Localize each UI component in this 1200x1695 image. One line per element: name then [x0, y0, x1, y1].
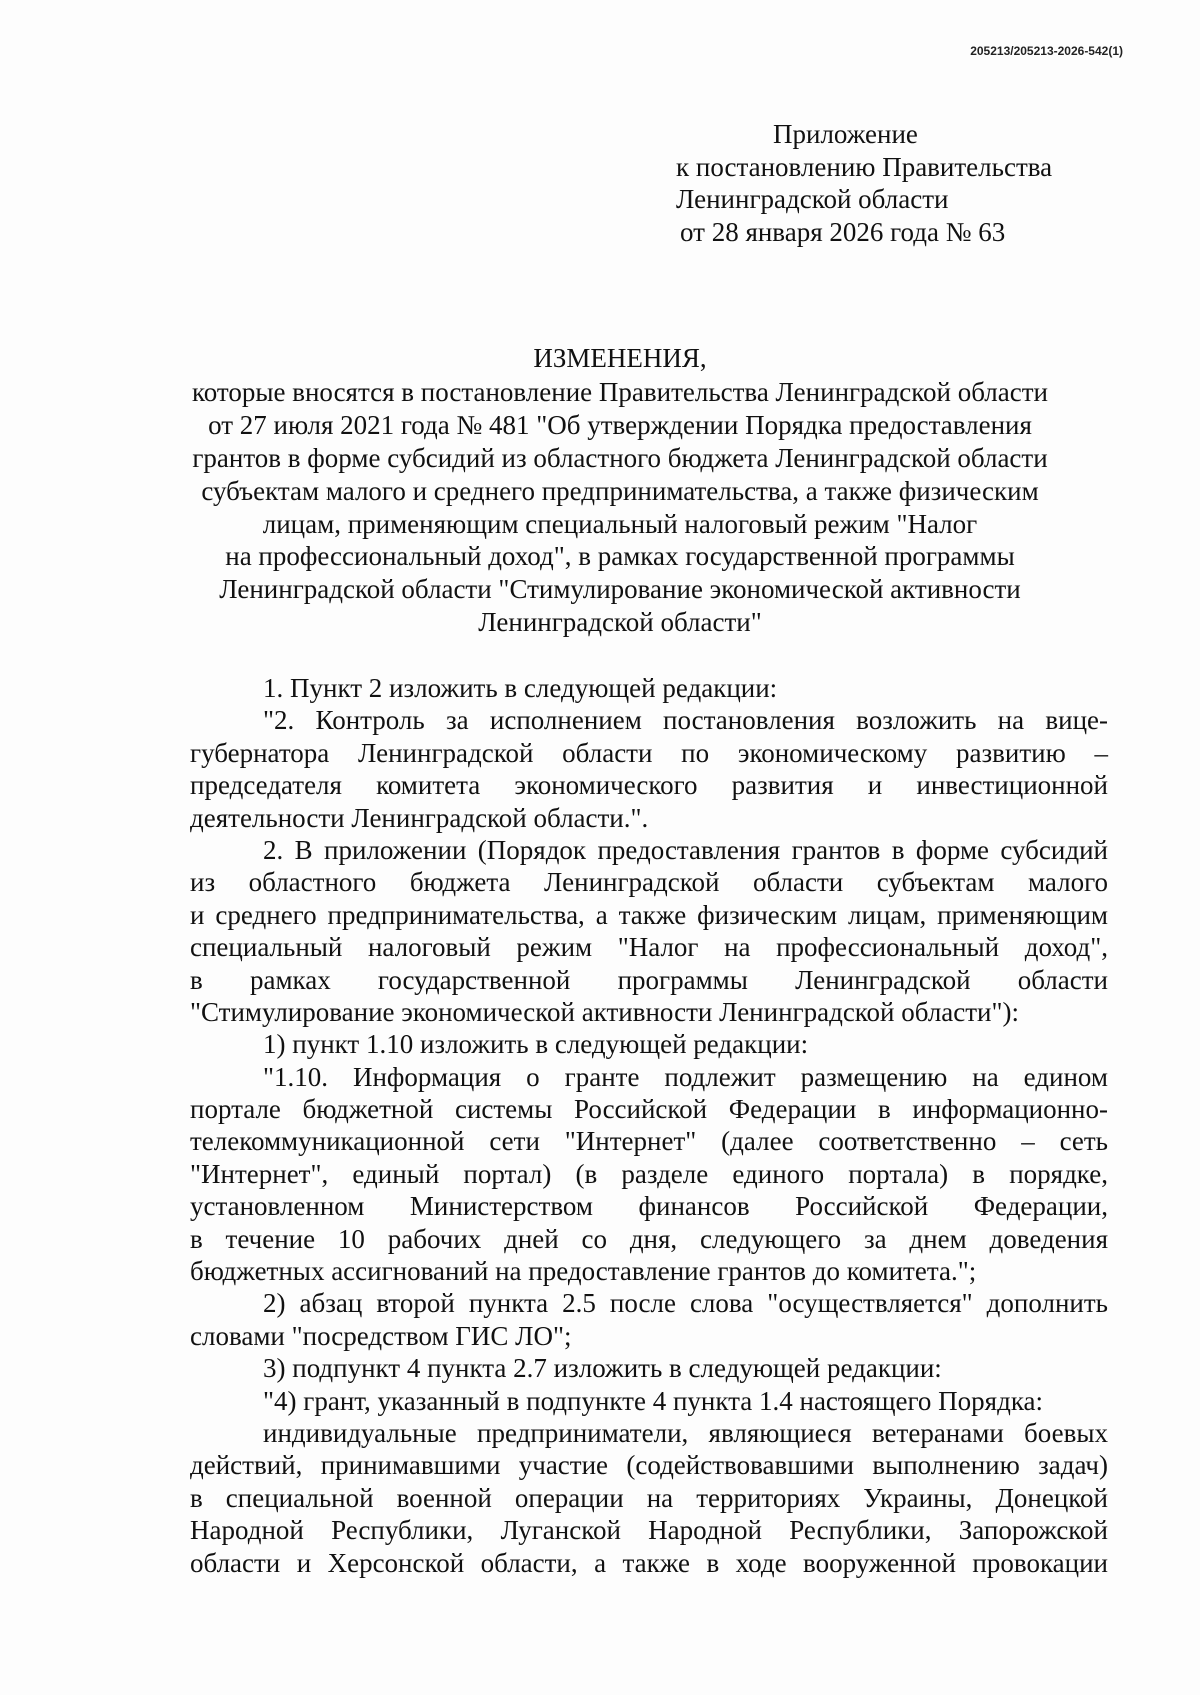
title-line: Ленинградской области"	[478, 607, 762, 638]
body-line: бюджетных ассигнований на предоставление грантов до комитета.";	[190, 1256, 977, 1287]
body-line: председателя комитета экономического развития и инвестиционной	[190, 770, 1108, 801]
body-line: телекоммуникационной сети "Интернет" (далее соответственно – сеть	[190, 1126, 1108, 1157]
body-line: в рамках государственной программы Ленинградской области	[190, 964, 1108, 995]
body-line: в течение 10 рабочих дней со дня, следующего за днем доведения	[190, 1223, 1108, 1254]
body-line: 2) абзац второй пункта 2.5 после слова "осуществляется" дополнить	[263, 1288, 1108, 1319]
body-line: "Стимулирование экономической активности Ленинградской области"):	[190, 996, 1020, 1027]
body-line: в специальной военной операции на территориях Украины, Донецкой	[190, 1482, 1108, 1513]
body-line: 3) подпункт 4 пункта 2.7 изложить в следующей редакции:	[263, 1353, 942, 1384]
body-line: из областного бюджета Ленинградской области субъектам малого	[190, 867, 1108, 898]
body-line: "2. Контроль за исполнением постановления возложить на вице-	[263, 705, 1108, 736]
title-line: Ленинградской области "Стимулирование экономической активности	[219, 574, 1021, 605]
body-line: портале бюджетной системы Российской Федерации в информационно-	[190, 1094, 1108, 1125]
appendix-line: от 28 января 2026 года № 63	[680, 216, 1006, 247]
appendix-line: к постановлению Правительства	[676, 151, 1053, 182]
body-line: губернатора Ленинградской области по экономическому развитию –	[190, 737, 1108, 768]
body-line: "4) грант, указанный в подпункте 4 пункта 1.4 настоящего Порядка:	[263, 1385, 1044, 1416]
body-line: деятельности Ленинградской области.".	[190, 802, 649, 833]
body-line: 1. Пункт 2 изложить в следующей редакции:	[263, 673, 778, 703]
appendix-block	[676, 118, 1052, 248]
body-line: установленном Министерством финансов Российской Федерации,	[190, 1191, 1108, 1222]
body-line: "Интернет", единый портал) (в разделе единого портала) в порядке,	[190, 1158, 1108, 1189]
body-line: области и Херсонской области, а также в ходе вооруженной провокации	[190, 1547, 1108, 1578]
title-line: грантов в форме субсидий из областного бюджета Ленинградской области	[192, 442, 1048, 473]
body-line: 1) пункт 1.10 изложить в следующей редакции:	[263, 1029, 809, 1060]
title-heading: ИЗМЕНЕНИЯ,	[533, 343, 707, 373]
body-line: специальный налоговый режим "Налог на профессиональный доход",	[190, 932, 1108, 963]
title-line: на профессиональный доход", в рамках государственной программы	[225, 541, 1015, 572]
title-line: лицам, применяющим специальный налоговый режим "Налог	[262, 508, 978, 539]
title-line: которые вносятся в постановление Правительства Ленинградской области	[191, 376, 1048, 407]
body-line: и среднего предпринимательства, а также физическим лицам, применяющим	[190, 899, 1108, 930]
body-line: Народной Республики, Луганской Народной Республики, Запорожской	[190, 1515, 1108, 1546]
title-line: от 27 июля 2021 года № 481 "Об утверждении Порядка предоставления	[208, 409, 1032, 440]
body-line: действий, принимавшими участие (содействовавшими выполнению задач)	[190, 1450, 1108, 1481]
title-line: субъектам малого и среднего предпринимательства, а также физическим	[201, 475, 1039, 506]
document-body	[190, 672, 1108, 1579]
body-line: 2. В приложении (Порядок предоставления грантов в форме субсидий	[263, 834, 1108, 865]
body-line: индивидуальные предприниматели, являющиеся ветеранами боевых	[263, 1417, 1108, 1448]
document-number: 205213/205213-2026-542(1)	[970, 44, 1123, 58]
appendix-line: Приложение	[773, 119, 918, 149]
appendix-line: Ленинградской области	[676, 184, 949, 214]
body-line: словами "посредством ГИС ЛО";	[190, 1320, 572, 1351]
document-title	[150, 342, 1090, 639]
body-line: "1.10. Информация о гранте подлежит размещению на едином	[263, 1061, 1108, 1092]
